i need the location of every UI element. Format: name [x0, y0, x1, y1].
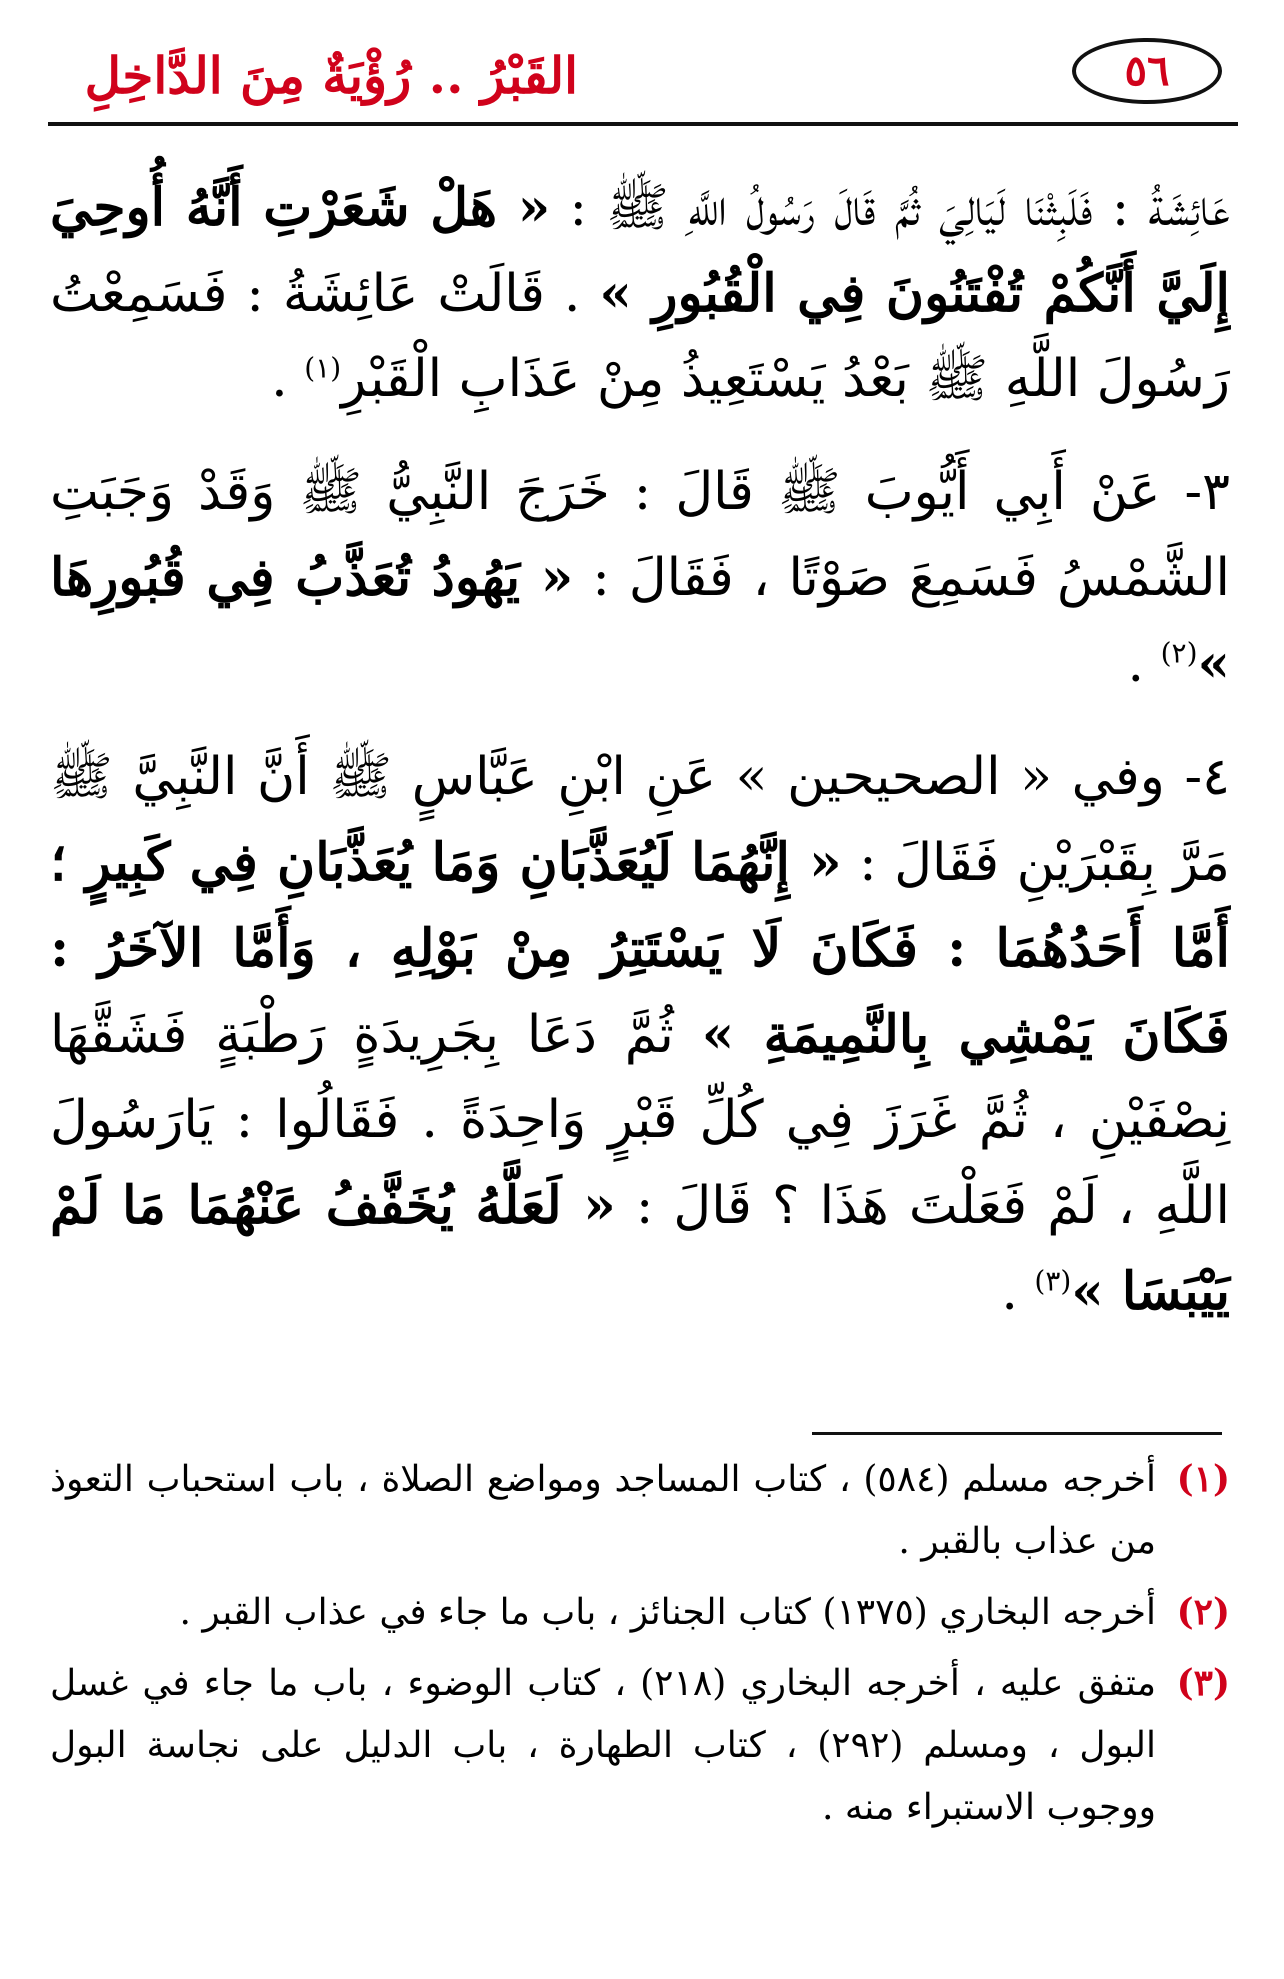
page-number-badge: ٥٦	[1072, 38, 1222, 104]
paragraph-3-text-b: ثُمَّ دَعَا بِجَرِيدَةٍ رَطْبَةٍ فَشَقَّهَا نِصْفَيْنِ ، ثُمَّ غَرَزَ فِي كُلِّ قَبْرٍ وَاحِدَةً . فَقَالُوا : يَارَسُولَ اللَّهِ ، لَمْ فَعَلْتَ هَذَا ؟ قَالَ :	[50, 1005, 1230, 1236]
footnote-3	[50, 1652, 1230, 1839]
footnote-ref-3[interactable]: (٣)	[1034, 1264, 1072, 1298]
running-title: القَبْرُ .. رُؤْيَةٌ مِنَ الدَّاخِلِ	[84, 46, 578, 105]
footnote-2	[50, 1581, 1230, 1644]
header-divider	[48, 122, 1238, 126]
footnote-2-number: (٢)	[1176, 1591, 1230, 1633]
paragraph-1-text-a: عَائِشَةُ : فَلَبِثْنَا لَيَالِيَ ثُمَّ قَالَ رَسُولُ اللَّهِ ﷺ :	[550, 178, 1230, 238]
footnote-divider	[812, 1432, 1222, 1435]
footnote-3-text: متفق عليه ، أخرجه البخاري (٢١٨) ، كتاب الوضوء ، باب ما جاء في غسل البول ، ومسلم (٢٩٢) ، كتاب الطهارة ، باب الدليل على نجاسة البول ووجوب الاستبراء منه .	[50, 1663, 1156, 1828]
paragraph-1-end: .	[271, 349, 305, 409]
footnote-ref-2[interactable]: (٢)	[1160, 636, 1198, 670]
paragraph-2-quote: « يَهُودُ تُعَذَّبُ فِي قُبُورِهَا »	[50, 547, 1230, 694]
footnote-2-text: أخرجه البخاري (١٣٧٥) كتاب الجنائز ، باب ما جاء في عذاب القبر .	[179, 1592, 1156, 1633]
footnote-1-text: أخرجه مسلم (٥٨٤) ، كتاب المساجد ومواضع الصلاة ، باب استحباب التعوذ من عذاب بالقبر .	[50, 1459, 1156, 1562]
footnote-ref-1[interactable]: (١)	[304, 351, 342, 385]
paragraph-2-end: .	[1127, 634, 1161, 694]
paragraph-3	[50, 735, 1230, 1335]
footnotes	[50, 1448, 1230, 1847]
footnote-1	[50, 1448, 1230, 1573]
paragraph-1	[50, 165, 1230, 422]
main-text	[50, 165, 1230, 1363]
paragraph-3-quote-2: « لَعَلَّهُ يُخَفَّفُ عَنْهُمَا مَا لَمْ يَيْبَسَا »	[50, 1175, 1230, 1322]
page-header	[48, 34, 1238, 120]
paragraph-1-quote: « هَلْ شَعَرْتِ أَنَّهُ أُوحِيَ إِلَيَّ أَنَّكُمْ تُفْتَنُونَ فِي الْقُبُورِ »	[50, 177, 1230, 324]
paragraph-3-text-a: ٤- وفي « الصحيحين » عَنِ ابْنِ عَبَّاسٍ ﷺ أَنَّ النَّبِيَّ ﷺ مَرَّ بِقَبْرَيْنِ فَقَالَ :	[50, 747, 1230, 893]
paragraph-1-text-b: . قَالَتْ عَائِشَةُ : فَسَمِعْتُ رَسُولَ اللَّهِ ﷺ بَعْدُ يَسْتَعِيذُ مِنْ عَذَابِ الْقَبْرِ	[50, 264, 1230, 409]
paragraph-2	[50, 450, 1230, 707]
footnote-3-number: (٣)	[1176, 1662, 1230, 1704]
paragraph-3-end: .	[1001, 1262, 1035, 1322]
footnote-1-number: (١)	[1176, 1458, 1230, 1500]
paragraph-2-text-a: ٣- عَنْ أَبِي أَيُّوبَ ﷺ قَالَ : خَرَجَ النَّبِيُّ ﷺ وَقَدْ وَجَبَتِ الشَّمْسُ فَسَمِعَ صَوْتًا ، فَقَالَ :	[50, 462, 1231, 608]
paragraph-3-quote: « إِنَّهُمَا لَيُعَذَّبَانِ وَمَا يُعَذَّبَانِ فِي كَبِيرٍ ؛ أَمَّا أَحَدُهُمَا : فَكَانَ لَا يَسْتَتِرُ مِنْ بَوْلِهِ ، وَأَمَّا الآخَرُ : فَكَانَ يَمْشِي بِالنَّمِيمَةِ »	[50, 832, 1230, 1065]
